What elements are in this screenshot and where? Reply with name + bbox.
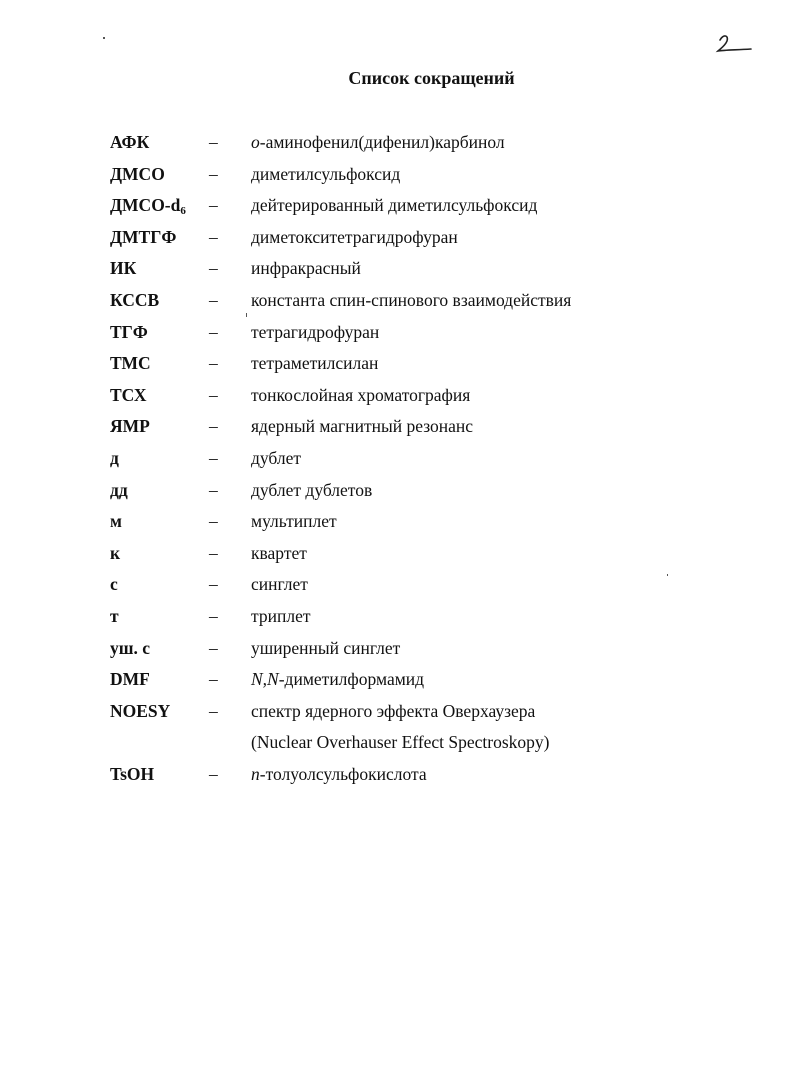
abbreviation-subscript: 6 — [180, 205, 186, 218]
abbreviation-term-text: дд — [110, 479, 128, 500]
dash-separator: – — [209, 258, 218, 279]
definition-text: -аминофенил(дифенил)карбинол — [259, 132, 505, 152]
abbreviation-term — [110, 479, 128, 501]
abbreviation-term — [110, 415, 150, 437]
abbreviation-row — [0, 194, 791, 225]
dash-separator: – — [209, 416, 218, 437]
abbreviation-term-text: к — [110, 542, 121, 563]
dash-separator: – — [209, 574, 218, 595]
abbreviation-definition — [251, 163, 400, 185]
abbreviation-term — [110, 542, 120, 564]
abbreviation-row — [0, 415, 791, 446]
scan-speck — [103, 37, 105, 39]
abbreviation-term-text: т — [110, 606, 119, 626]
definition-text: квартет — [251, 542, 307, 563]
abbreviation-row — [0, 700, 791, 731]
abbreviation-definition — [251, 637, 400, 659]
abbreviation-definition — [251, 131, 505, 153]
dash-separator: – — [209, 132, 218, 152]
abbreviation-term-text: ИК — [110, 258, 137, 279]
abbreviation-definition — [251, 321, 379, 343]
abbreviation-definition — [251, 194, 537, 216]
abbreviation-definition — [251, 763, 427, 785]
abbreviation-row — [0, 605, 791, 636]
page-title: Список сокращений — [348, 68, 515, 88]
dash-separator: – — [209, 669, 218, 690]
dash-separator: – — [209, 384, 218, 405]
definition-text: мультиплет — [251, 511, 337, 532]
definition-text: константа спин-спинового взаимодействия — [251, 290, 572, 310]
abbreviation-term-text: уш. с — [110, 637, 151, 658]
abbreviation-term-text: TsOH — [110, 764, 155, 784]
abbreviation-term-text: ТСХ — [110, 384, 147, 405]
abbreviation-term — [110, 226, 176, 248]
dash-separator: – — [209, 479, 218, 500]
definition-text: уширенный синглет — [251, 637, 401, 658]
abbreviation-definition — [251, 479, 372, 501]
dash-separator: – — [209, 195, 218, 216]
definition-text: дублет дублетов — [251, 479, 373, 500]
definition-text: дублет — [251, 448, 302, 468]
abbreviation-term-text: с — [110, 574, 118, 595]
abbreviation-definition — [251, 447, 301, 469]
dash-separator: – — [209, 542, 218, 563]
abbreviation-term-text: NOESY — [110, 700, 171, 721]
dash-separator: – — [209, 353, 218, 374]
dash-separator: – — [209, 163, 218, 184]
dash-separator: – — [209, 321, 218, 342]
dash-separator: – — [209, 637, 218, 658]
abbreviation-definition — [251, 668, 424, 690]
handwritten-page-number — [714, 30, 754, 60]
abbreviation-definition — [251, 352, 378, 374]
definition-italic-prefix: п — [251, 764, 260, 784]
definition-text: тонкослойная хроматография — [251, 384, 471, 405]
dash-separator: – — [209, 700, 218, 721]
abbreviation-term-text: ДМСО-d — [110, 195, 181, 216]
abbreviation-term — [110, 637, 150, 659]
abbreviation-row — [0, 352, 791, 383]
abbreviation-term — [110, 163, 165, 185]
dash-separator: – — [209, 764, 218, 784]
abbreviation-term-text: ТГФ — [110, 321, 148, 342]
dash-separator: – — [209, 448, 218, 468]
definition-text: диметокситетрагидрофуран — [251, 226, 458, 247]
abbreviation-definition — [251, 226, 458, 248]
abbreviation-term-text: д — [110, 448, 119, 468]
dash-separator: – — [209, 226, 218, 247]
abbreviation-row — [0, 447, 791, 478]
definition-text: триплет — [251, 606, 311, 626]
abbreviation-term-text: ДМТГФ — [110, 226, 177, 247]
abbreviation-row — [0, 321, 791, 352]
abbreviation-term-text: м — [110, 511, 122, 532]
abbreviation-term-text: АФК — [110, 132, 150, 152]
abbreviation-term — [110, 257, 136, 279]
abbreviation-row — [0, 763, 791, 794]
abbreviation-row — [0, 542, 791, 573]
abbreviation-term — [110, 384, 147, 406]
abbreviation-term — [110, 700, 170, 722]
definition-text: -диметилформамид — [278, 669, 425, 690]
scan-speck — [667, 574, 668, 576]
abbreviation-term — [110, 605, 119, 627]
abbreviation-term — [110, 321, 148, 343]
dash-separator: – — [209, 606, 218, 626]
definition-text: тетрагидрофуран — [251, 321, 380, 342]
dash-separator: – — [209, 511, 218, 532]
dash-separator: – — [209, 290, 218, 310]
definition-text: -толуолсульфокислота — [259, 764, 427, 784]
definition-text: (Nuclear Overhauser Effect Spectroskopy) — [251, 732, 550, 753]
definition-text: спектр ядерного эффекта Оверхаузера — [251, 700, 536, 721]
abbreviation-definition — [251, 700, 535, 722]
abbreviation-row — [0, 637, 791, 668]
definition-italic-prefix: о — [251, 132, 260, 152]
abbreviation-row — [0, 163, 791, 194]
abbreviation-term-text: ТМС — [110, 353, 151, 374]
abbreviation-definition — [251, 605, 311, 627]
abbreviation-row — [0, 226, 791, 257]
abbreviation-term — [110, 352, 151, 374]
abbreviation-term — [110, 510, 122, 532]
abbreviation-row — [0, 731, 791, 762]
abbreviation-term-text: ЯМР — [110, 416, 150, 437]
abbreviation-definition — [251, 573, 308, 595]
abbreviation-definition — [251, 384, 470, 406]
definition-text: тетраметилсилан — [251, 353, 379, 374]
abbreviation-term — [110, 131, 149, 153]
abbreviation-definition — [251, 510, 337, 532]
scan-speck — [246, 313, 247, 317]
abbreviation-term — [110, 447, 119, 469]
abbreviation-definition — [251, 731, 550, 753]
abbreviation-row — [0, 479, 791, 510]
abbreviation-row — [0, 131, 791, 162]
abbreviation-term — [110, 573, 118, 595]
abbreviation-row — [0, 510, 791, 541]
abbreviation-row — [0, 573, 791, 604]
definition-text: дейтерированный диметилсульфоксид — [251, 195, 538, 216]
abbreviation-term — [110, 289, 159, 311]
abbreviation-row — [0, 289, 791, 320]
definition-italic-prefix: N,N — [251, 669, 279, 690]
abbreviation-term — [110, 668, 150, 690]
abbreviation-row — [0, 668, 791, 699]
definition-text: ядерный магнитный резонанс — [251, 416, 474, 437]
abbreviation-definition — [251, 257, 361, 279]
definition-text: диметилсульфоксид — [251, 163, 401, 184]
abbreviation-definition — [251, 542, 307, 564]
abbreviation-term-text: ДМСО — [110, 163, 165, 184]
abbreviation-term-text: КССВ — [110, 290, 160, 310]
definition-text: синглет — [251, 574, 308, 595]
abbreviation-row — [0, 384, 791, 415]
abbreviation-definition — [251, 415, 473, 437]
definition-text: инфракрасный — [251, 258, 361, 279]
abbreviation-row — [0, 257, 791, 288]
abbreviation-term-text: DMF — [110, 669, 150, 690]
abbreviation-definition — [251, 289, 571, 311]
abbreviation-term — [110, 763, 154, 785]
abbreviation-term — [110, 194, 186, 222]
